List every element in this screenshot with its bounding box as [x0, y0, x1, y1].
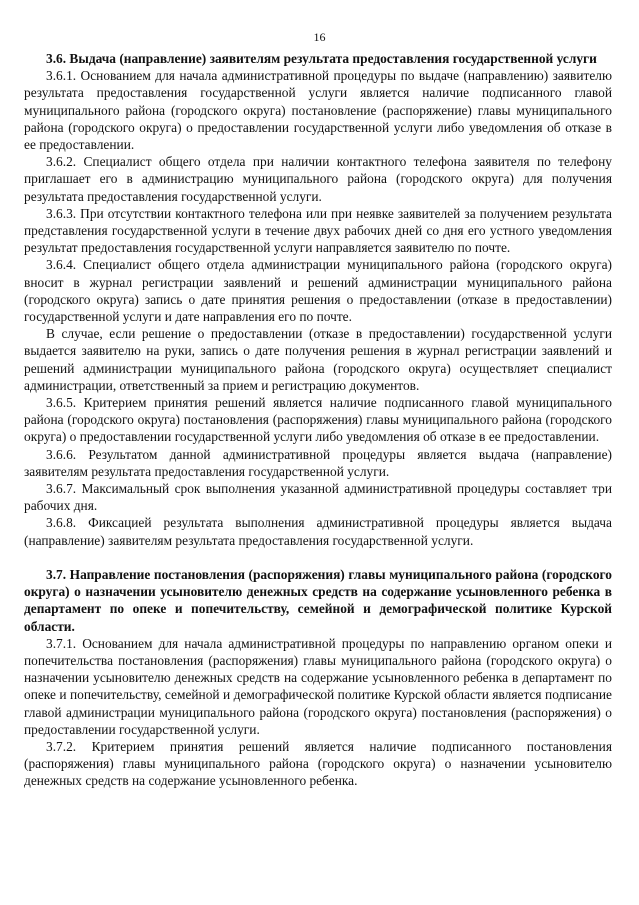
section-heading-3-7: 3.7. Направление постановления (распоряжения) главы муниципального района (городского округа) о назначении усыновителю денежных средств на содержание усыновленного ребенка в департамент по опеке и попечительству, семейной и демографической политике Курской области. — [24, 566, 612, 634]
paragraph-3-6-3: 3.6.3. При отсутствии контактного телефона или при неявке заявителей за получением результата представления государственной услуги в течение двух рабочих дней со дня его устного уведомления результат предоставления государственной услуги направляется заявителю по почте. — [24, 205, 612, 256]
paragraph-3-6-2: 3.6.2. Специалист общего отдела при наличии контактного телефона заявителя по телефону приглашает его в администрацию муниципального района (городского округа) для получения результата предоставления государственной услуги. — [24, 154, 612, 204]
section-heading-3-6: 3.6. Выдача (направление) заявителям результата предоставления государственной услуги — [46, 51, 597, 66]
document-body — [24, 50, 612, 790]
paragraph-3-6-8: 3.6.8. Фиксацией результата выполнения административной процедуры является выдача (направление) заявителям результата предоставления государственной услуги. — [24, 515, 612, 548]
paragraph-3-6-1: 3.6.1. Основанием для начала административной процедуры по выдаче (направлению) заявителю результата предоставления государственной услуги является наличие подписанного главой муниципального района (городского округа) постановление (распоряжение) главы муниципального района (городского округа) о предоставлении государственной услуги либо уведомления об отказе в ее предоставлении. — [24, 68, 612, 153]
paragraph-3-7-2: 3.7.2. Критерием принятия решений является наличие подписанного постановления (распоряжения) главы муниципального района (городского округа) о назначении усыновителю денежных средств на содержание усыновленного ребенка. — [24, 738, 612, 789]
page-number: 16 — [313, 30, 326, 44]
paragraph-3-6-4-continued: В случае, если решение о предоставлении (отказе в предоставлении) государственной услуги выдается заявителю на руки, запись о дате получения решения в журнал регистрации заявлений и решений администрации муниципального района (городского округа) осуществляет специалист администрации, ответственный за прием и регистрацию документов. — [24, 326, 612, 393]
paragraph-3-6-7: 3.6.7. Максимальный срок выполнения указанной административной процедуры составляет три рабочих дня. — [24, 481, 612, 514]
paragraph-3-6-6: 3.6.6. Результатом данной административной процедуры является выдача (направление) заявителям результата предоставления государственной услуги. — [24, 446, 612, 479]
paragraph-3-6-4: 3.6.4. Специалист общего отдела администрации муниципального района (городского округа) вносит в журнал регистрации заявлений и решений администрации муниципального района (городского округа) запись о дате принятия решения о предоставлении (отказе в предоставлении) государственной услуги и дате направления его по почте. — [24, 257, 612, 325]
paragraph-3-7-1: 3.7.1. Основанием для начала административной процедуры по направлению органом опеки и попечительства постановления (распоряжения) главы муниципального района (городского округа) о назначении усыновителю денежных средств на содержание усыновленного ребенка в департамент по опеке и попечительству, семейной и демографической политике Курской области является подписание главой администрации муниципального района (городского округа) постановления (распоряжения) о предоставлении государственной услуги. — [24, 635, 612, 737]
section-spacer — [24, 549, 612, 566]
paragraph-3-6-5: 3.6.5. Критерием принятия решений является наличие подписанного главой муниципального района (городского округа) постановления (распоряжения) главы муниципального района (городского округа) о предоставлении государственной услуги либо уведомления об отказе в ее предоставлении. — [24, 395, 612, 445]
